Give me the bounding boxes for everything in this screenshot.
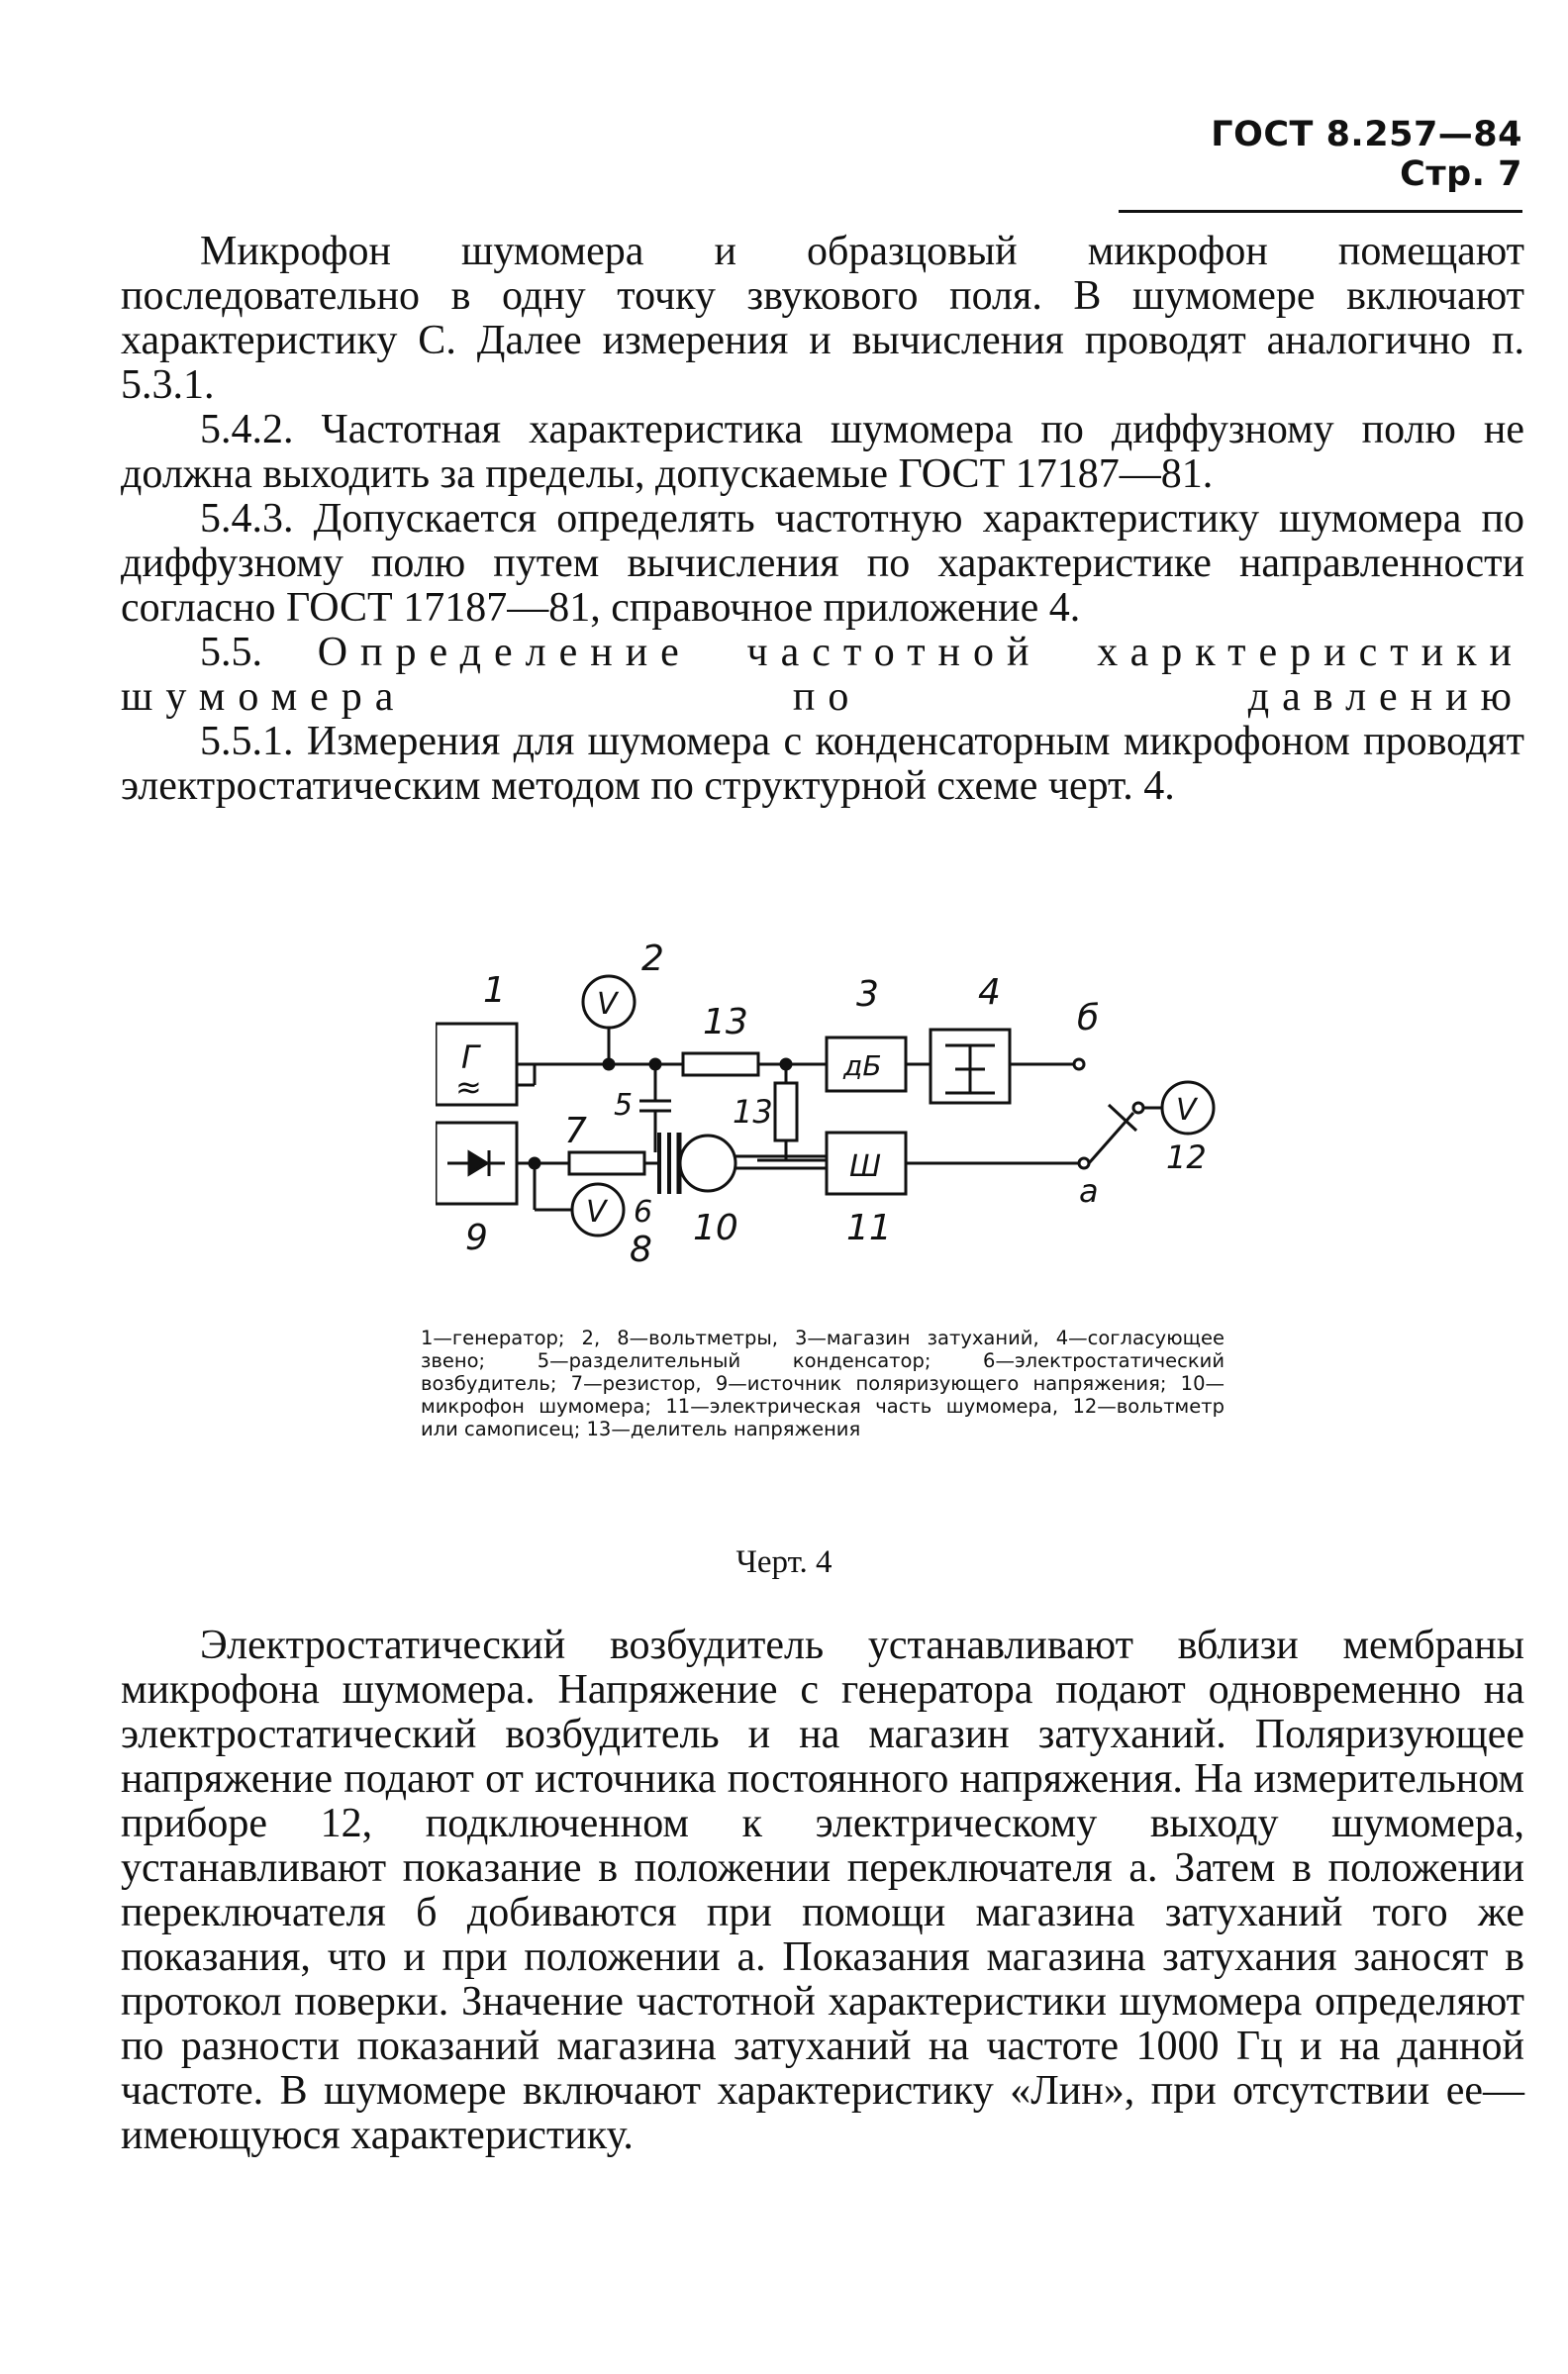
label-3: 3 <box>856 974 879 1015</box>
label-5: 5 <box>614 1088 634 1123</box>
paragraph-5-4-3: 5.4.3. Допускается определять частотную характеристику шумомера по диффузному полю путем вычисления по характеристике направленности согласно ГОСТ 17187—81, справочное приложение 4. <box>121 496 1524 631</box>
figure-title: Черт. 4 <box>735 1544 833 1580</box>
paragraph-microphone: Микрофон шумомера и образцовый микрофон помещают последовательно в одну точку звукового поля. В шумомере включают характеристику С. Далее измерения и вычисления проводят аналогично п. 5.3.1. <box>121 229 1524 408</box>
attenuator-glyph: дБ <box>843 1049 882 1082</box>
label-13-top: 13 <box>703 1002 748 1042</box>
paragraph-5-5-1: 5.5.1. Измерения для шумомера с конденсаторным микрофоном проводят электростатическим методом по структурной схеме черт. 4. <box>121 719 1524 809</box>
generator-sine: ≈ <box>455 1068 482 1106</box>
terminal-a <box>1079 1158 1089 1168</box>
page-header: ГОСТ 8.257—84 Стр. 7 <box>1119 115 1522 213</box>
body-text-bottom <box>121 1624 1524 2158</box>
section-heading <box>121 631 1524 720</box>
paragraph-5-4-2: 5.4.2. Частотная характеристика шумомера по диффузному полю не должна выходить за пределы, допускаемые ГОСТ 17187—81. <box>121 407 1524 497</box>
label-a: а <box>1079 1172 1099 1210</box>
caption-text: 1—генератор; 2, 8—вольтметры, 3—магазин затуханий, 4—согласующее звено; 5—разделительный конденсатор; 6—электростатический возбудитель; 7—резистор, 9—источник поляризующего напряжения; 10—микрофон шумомера; 11—электрическая часть шумомера, 12—вольтметр или самописец; 13—делитель напряжения <box>421 1327 1225 1440</box>
label-6: 6 <box>634 1195 653 1230</box>
voltmeter-12-glyph: V <box>1176 1093 1197 1128</box>
voltmeter-2-glyph: V <box>597 987 618 1022</box>
label-4: 4 <box>978 972 1001 1013</box>
circuit-schematic <box>436 935 1227 1271</box>
generator-glyph: Г <box>461 1039 479 1076</box>
paragraph-final: Электростатический возбудитель устанавливают вблизи мембраны микрофона шумомера. Напряжение с генератора подают одновременно на электростатический возбудитель и на магазин затуханий. Поляризующее напряжение подают от источника постоянного напряжения. На измерительном приборе 12, подключенном к электрическому выходу шумомера, устанавливают показание в положении переключателя а. Затем в положении переключателя б добиваются при помощи магазина затуханий того же показания, что и при положении а. Показания магазина затухания заносят в протокол поверки. Значение частотной характеристики шумомера определяют по разности показаний магазина затуханий на частоте 1000 Гц и на данной частоте. В шумомере включают характеристику «Лин», при отсутствии ее— имеющуюся характеристику. <box>121 1623 1524 2158</box>
label-7: 7 <box>564 1111 587 1151</box>
label-12: 12 <box>1166 1138 1207 1176</box>
label-13-divider: 13 <box>733 1093 773 1131</box>
diode-icon <box>469 1152 487 1174</box>
label-9: 9 <box>465 1218 488 1258</box>
label-2: 2 <box>641 939 664 979</box>
meter-glyph: Ш <box>849 1149 882 1184</box>
terminal-b <box>1074 1059 1084 1069</box>
microphone-10-icon <box>680 1136 735 1191</box>
body-text-top <box>121 230 1524 809</box>
label-11: 11 <box>846 1208 892 1248</box>
resistor-13-top <box>683 1053 758 1075</box>
section-title: Определение частотной харктеристики шумомера по давлению <box>121 630 1524 720</box>
resistor-13-divider <box>775 1083 797 1140</box>
section-number: 5.5. <box>200 630 262 675</box>
label-1: 1 <box>483 970 506 1011</box>
label-10: 10 <box>693 1208 738 1248</box>
resistor-7 <box>569 1152 644 1174</box>
structural-diagram <box>436 935 1227 1271</box>
label-b: б <box>1077 998 1100 1039</box>
label-8: 8 <box>630 1230 652 1270</box>
figure-caption <box>421 1327 1225 1440</box>
voltmeter-8-glyph: V <box>586 1195 607 1230</box>
junction-dot <box>604 1059 614 1069</box>
switch-terminal <box>1133 1103 1143 1113</box>
